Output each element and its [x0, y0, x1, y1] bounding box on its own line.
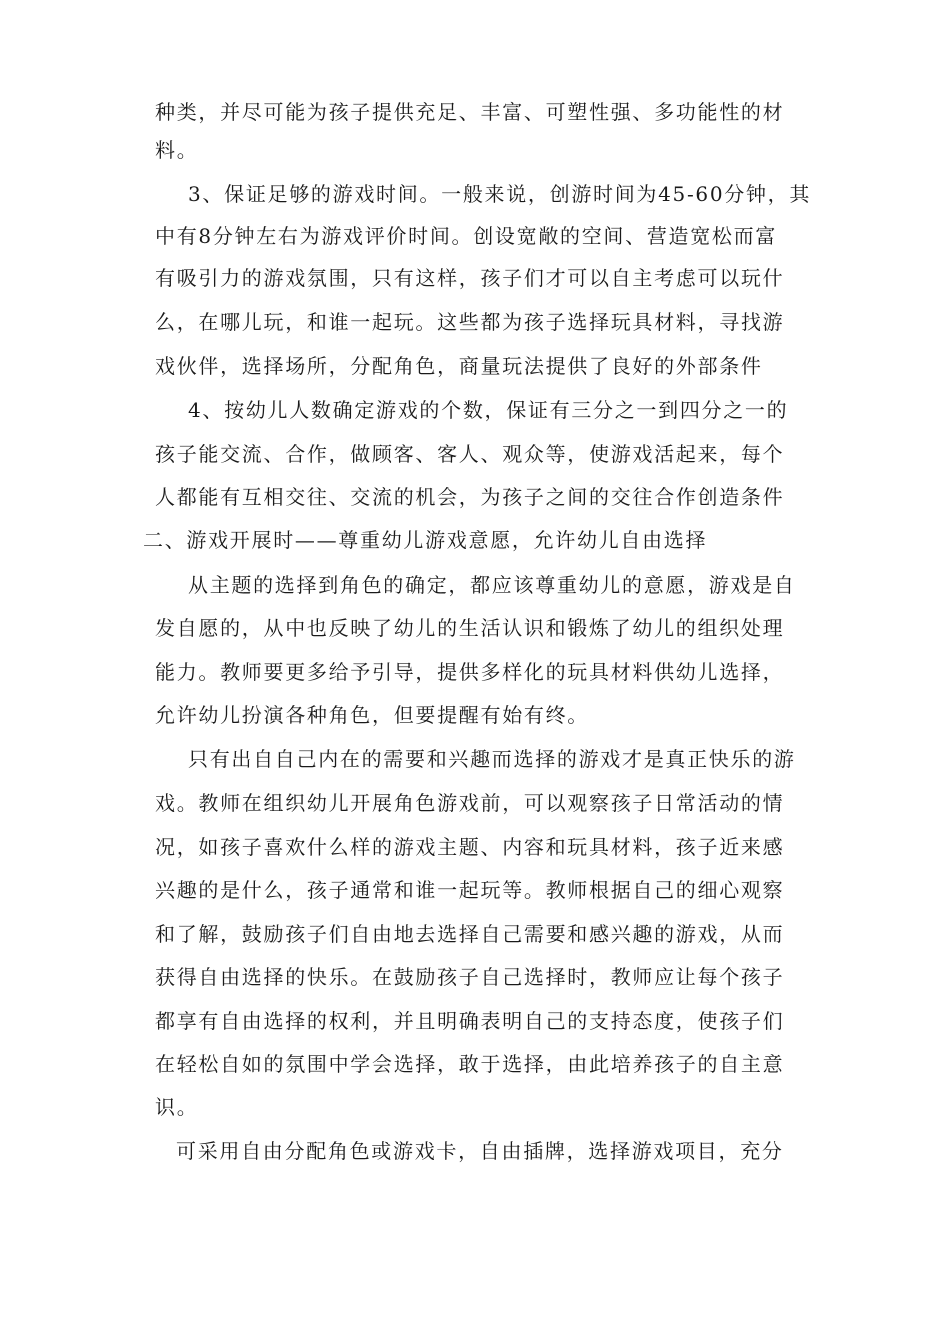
- text-line: 能力。教师要更多给予引导，提供多样化的玩具材料供幼儿选择，: [155, 660, 785, 684]
- text-line: 3、保证足够的游戏时间。一般来说，创游时间为45-60分钟，其: [188, 182, 812, 206]
- text-line: 在轻松自如的氛围中学会选择，敢于选择，由此培养孩子的自主意: [155, 1052, 785, 1076]
- text-line: 戏。教师在组织幼儿开展角色游戏前，可以观察孩子日常活动的情: [155, 791, 785, 815]
- text-line: 只有出自自己内在的需要和兴趣而选择的游戏才是真正快乐的游: [188, 747, 796, 771]
- section-heading: 二、游戏开展时——尊重幼儿游戏意愿，允许幼儿自由选择: [143, 528, 708, 552]
- text-line: 兴趣的是什么，孩子通常和谁一起玩等。教师根据自己的细心观察: [155, 878, 785, 902]
- text-line: 么，在哪儿玩，和谁一起玩。这些都为孩子选择玩具材料，寻找游: [155, 310, 785, 334]
- text-line: 孩子能交流、合作，做顾客、客人、观众等，使游戏活起来，每个: [155, 442, 785, 466]
- text-line: 允许幼儿扮演各种角色，但要提醒有始有终。: [155, 703, 589, 727]
- text-line: 种类，并尽可能为孩子提供充足、丰富、可塑性强、多功能性的材: [155, 100, 785, 124]
- text-line: 获得自由选择的快乐。在鼓励孩子自己选择时，教师应让每个孩子: [155, 965, 785, 989]
- text-line: 4、按幼儿人数确定游戏的个数，保证有三分之一到四分之一的: [188, 398, 789, 422]
- text-line: 料。: [155, 138, 199, 162]
- text-line: 况，如孩子喜欢什么样的游戏主题、内容和玩具材料，孩子近来感: [155, 835, 785, 859]
- text-line: 识。: [155, 1095, 199, 1119]
- text-line: 人都能有互相交往、交流的机会，为孩子之间的交往合作创造条件: [155, 485, 785, 509]
- text-line: 发自愿的，从中也反映了幼儿的生活认识和锻炼了幼儿的组织处理: [155, 616, 785, 640]
- text-line: 可采用自由分配角色或游戏卡，自由插牌，选择游戏项目，充分: [176, 1139, 784, 1163]
- text-line: 中有8分钟左右为游戏评价时间。创设宽敞的空间、营造宽松而富: [155, 224, 778, 248]
- text-line: 从主题的选择到角色的确定，都应该尊重幼儿的意愿，游戏是自: [188, 573, 796, 597]
- text-line: 戏伙伴，选择场所，分配角色，商量玩法提供了良好的外部条件: [155, 354, 763, 378]
- text-line: 都享有自由选择的权利，并且明确表明自己的支持态度，使孩子们: [155, 1009, 785, 1033]
- text-line: 有吸引力的游戏氛围，只有这样，孩子们才可以自主考虑可以玩什: [155, 266, 785, 290]
- text-line: 和了解，鼓励孩子们自由地去选择自己需要和感兴趣的游戏，从而: [155, 922, 785, 946]
